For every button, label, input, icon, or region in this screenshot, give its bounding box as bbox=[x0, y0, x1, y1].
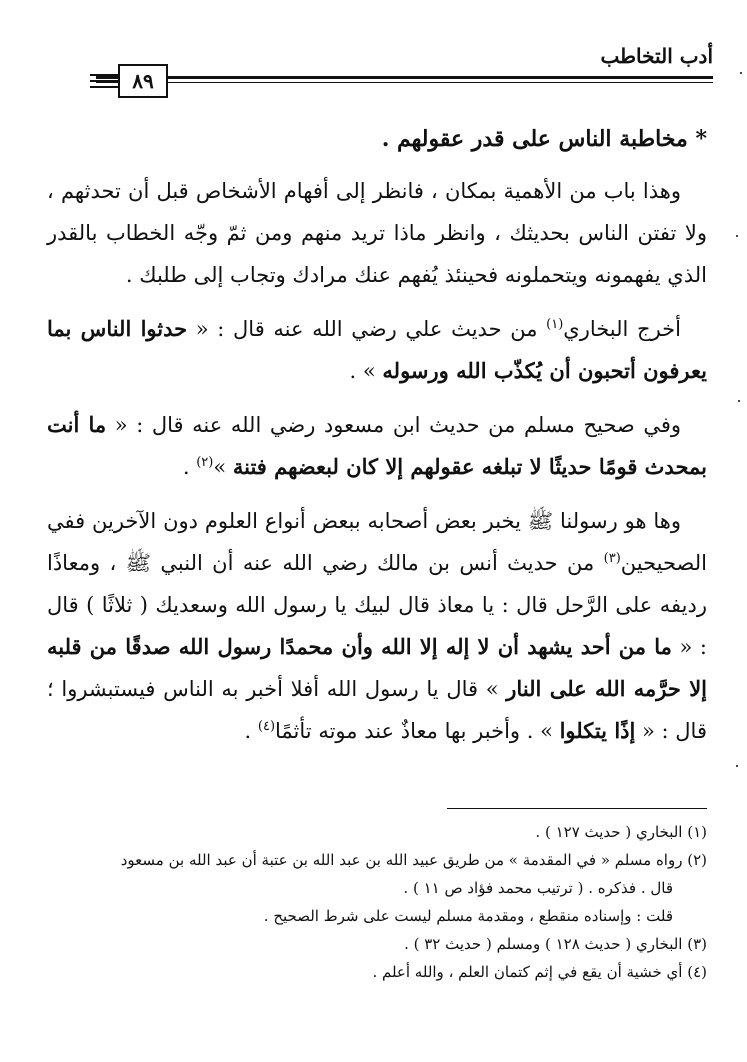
scan-speck bbox=[736, 235, 738, 237]
header-rule-thick bbox=[96, 76, 713, 79]
footnote-1: (١) البخاري ( حديث ١٢٧ ) . bbox=[535, 823, 707, 841]
text-run: وفي صحيح مسلم من حديث ابن مسعود رضي الله عنه قال : « bbox=[106, 413, 681, 437]
text-run: من حديث أنس بن مالك رضي الله عنه أن النبي ﷺ ، ومعاذًا رديفه على الرَّحل قال : يا معاذ قال لبيك يا رسول الله وسعديك ( ثلاثًا ) قال : « bbox=[47, 551, 707, 659]
text-run: أخرج البخاري bbox=[563, 317, 681, 341]
running-title: أدب التخاطب bbox=[600, 44, 713, 68]
section-heading: * مخاطبة الناس على قدر عقولهم . bbox=[381, 126, 707, 152]
hadith-quote: إذًا يتكلوا bbox=[559, 718, 636, 743]
header-rule-ornament bbox=[90, 86, 120, 88]
text-run: . bbox=[244, 719, 258, 743]
text-run: وها هو رسولنا ﷺ يخبر بعض أصحابه ببعض أنواع العلوم دون الآخرين ففي الصحيحين bbox=[47, 509, 707, 575]
footnote-2: (٢) رواه مسلم « في المقدمة » من طريق عبيد الله بن عبد الله بن عتبة أن عبد الله بن مسعود bbox=[120, 851, 707, 869]
footnote-3: (٣) البخاري ( حديث ١٢٨ ) ومسلم ( حديث ٣٢ ) . bbox=[404, 935, 707, 953]
header-rule-ornament bbox=[90, 80, 120, 82]
footnote-ref: (٢) bbox=[196, 455, 214, 470]
paragraph-intro: وهذا باب من الأهمية بمكان ، فانظر إلى أفهام الأشخاص قبل أن تحدثهم ، ولا تفتن الناس بحديثك ، وانظر ماذا تريد منهم ومن ثمّ وجّه الخطاب بالقدر الذي يفهمونه ويتحملونه فحينئذ يُفهم عنك مرادك وتجاب إلى طلبك . bbox=[47, 179, 707, 287]
footnotes bbox=[47, 818, 707, 986]
text-run: » . bbox=[349, 359, 383, 383]
hadith-quote: حدثوا الناس بما يعرفون أتحبون أن يُكذّب الله ورسوله bbox=[47, 316, 707, 383]
header-rule-ornament bbox=[90, 74, 120, 76]
paragraph-muadh bbox=[47, 500, 707, 752]
footnote-2-continued: قال . فذكره . ( ترتيب محمد فؤاد ص ١١ ) . bbox=[403, 879, 673, 897]
scan-speck bbox=[736, 765, 738, 767]
paragraph-muslim bbox=[47, 404, 707, 488]
hadith-quote: ما من أحد يشهد أن لا إله إلا الله وأن محمدًا رسول الله صدقًا من قلبه إلا حرَّمه الله على النار bbox=[47, 634, 708, 701]
scan-speck bbox=[740, 72, 742, 74]
footnote-4: (٤) أي خشية أن يقع في إثم كتمان العلم ، والله أعلم . bbox=[372, 963, 707, 981]
footnote-separator bbox=[447, 808, 707, 809]
header-rule-thin bbox=[96, 82, 713, 83]
text-run: » . وأخبر بها معاذٌ عند موته تأثمًا bbox=[275, 719, 560, 743]
body-text bbox=[47, 118, 707, 764]
text-run: من حديث علي رضي الله عنه قال : « bbox=[187, 317, 547, 341]
scan-speck bbox=[738, 400, 740, 402]
hadith-quote: ما أنت بمحدث قومًا حديثًا لا تبلغه عقولهم إلا كان لبعضهم فتنة bbox=[47, 412, 707, 479]
text-run: » bbox=[213, 455, 233, 479]
footnote-2-note: قلت : وإسناده منقطع ، ومقدمة مسلم ليست على شرط الصحيح . bbox=[263, 907, 673, 925]
footnote-ref: (١) bbox=[546, 317, 564, 332]
text-run: » قال يا رسول الله أفلا أخبر به الناس فيستبشروا ؛ قال : « bbox=[47, 677, 707, 743]
footnote-ref: (٣) bbox=[603, 551, 621, 566]
page-number: ٨٩ bbox=[118, 64, 168, 98]
paragraph-bukhari bbox=[47, 308, 707, 392]
footnote-ref: (٤) bbox=[257, 719, 276, 734]
text-run: . bbox=[182, 455, 197, 479]
